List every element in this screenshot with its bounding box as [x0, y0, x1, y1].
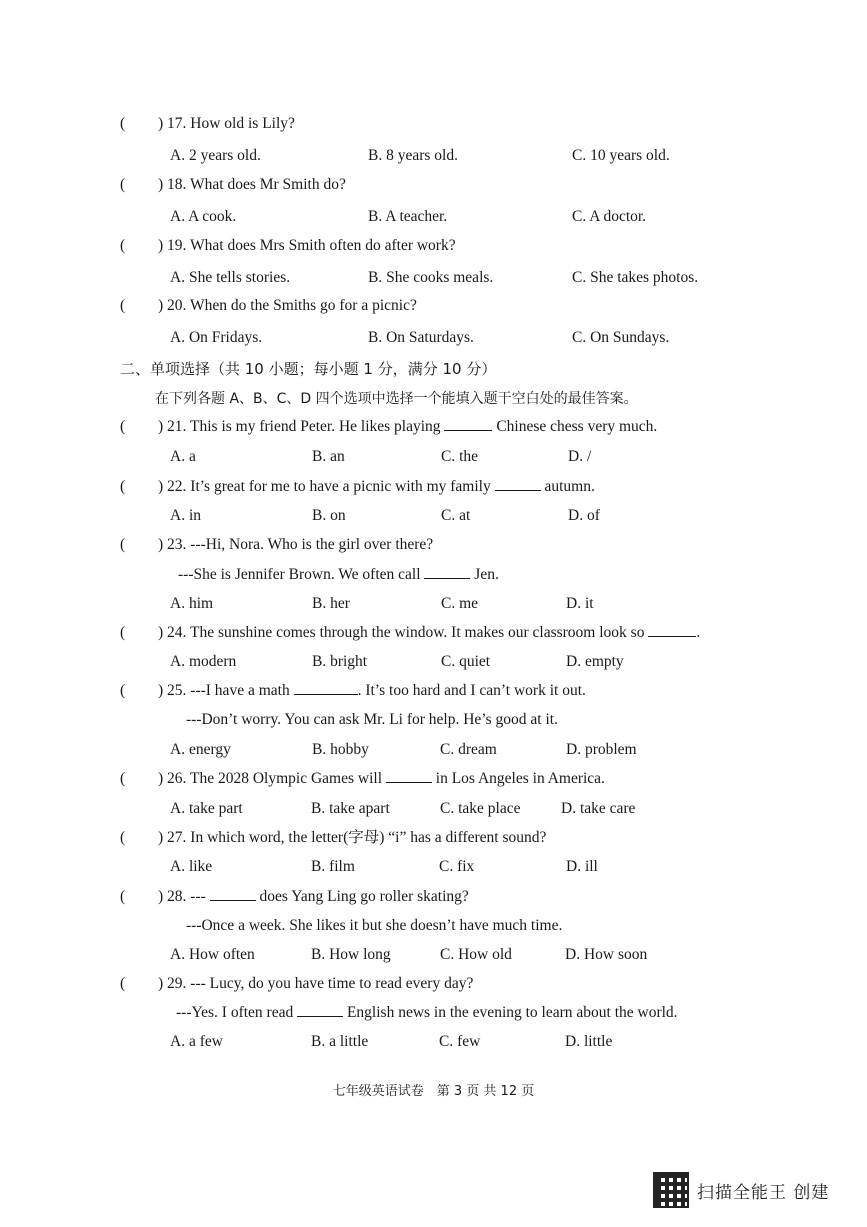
answer-bracket[interactable]: (	[120, 297, 126, 314]
option-d[interactable]: D. /	[568, 448, 592, 465]
stem-part: in Los Angeles in America.	[431, 770, 605, 787]
option-a[interactable]: A. him	[170, 595, 214, 612]
fill-blank	[444, 417, 492, 431]
option-a[interactable]: A. 2 years old.	[170, 147, 261, 164]
stem-part: ) 21. This is my friend Peter. He likes playing	[158, 418, 445, 435]
question-stem: ) 20. When do the Smiths go for a picnic?	[158, 297, 417, 314]
question-stem: ) 23. ---Hi, Nora. Who is the girl over there?	[158, 536, 434, 553]
fill-blank	[294, 681, 358, 695]
answer-bracket[interactable]: (	[120, 829, 126, 846]
stem-part: ) 26. The 2028 Olympic Games will	[158, 770, 386, 787]
option-d[interactable]: D. little	[565, 1033, 613, 1050]
option-a[interactable]: A. a	[170, 448, 196, 465]
answer-bracket[interactable]: (	[120, 115, 126, 132]
answer-bracket[interactable]: (	[120, 975, 126, 992]
option-c[interactable]: C. She takes photos.	[572, 269, 699, 286]
option-b[interactable]: B. bright	[312, 653, 368, 670]
stem-part: autumn.	[540, 478, 595, 495]
option-c[interactable]: C. take place	[440, 800, 521, 817]
answer-bracket[interactable]: (	[120, 418, 126, 435]
answer-bracket[interactable]: (	[120, 478, 126, 495]
question-stem	[158, 623, 700, 643]
section-heading: 二、单项选择（共 10 小题；每小题 1 分，满分 10 分）	[120, 360, 497, 378]
option-d[interactable]: D. of	[568, 507, 600, 524]
option-d[interactable]: D. it	[566, 595, 594, 612]
option-d[interactable]: D. ill	[566, 858, 598, 875]
stem-part: does Yang Ling go roller skating?	[255, 888, 469, 905]
reply-part: English news in the evening to learn about the world.	[343, 1004, 678, 1021]
option-d[interactable]: D. empty	[566, 653, 624, 670]
option-b[interactable]: B. How long	[311, 946, 391, 963]
question-stem	[158, 477, 595, 497]
option-b[interactable]: B. film	[311, 858, 355, 875]
option-c[interactable]: C. at	[441, 507, 471, 524]
question-stem: ) 27. In which word, the letter(字母) “i” has a different sound?	[158, 829, 547, 846]
dialogue-reply	[176, 1003, 678, 1023]
option-c[interactable]: C. 10 years old.	[572, 147, 670, 164]
option-c[interactable]: C. A doctor.	[572, 208, 647, 225]
option-c[interactable]: C. the	[441, 448, 479, 465]
option-b[interactable]: B. her	[312, 595, 350, 612]
section-instruction: 在下列各题 A、B、C、D 四个选项中选择一个能填入题干空白处的最佳答案。	[155, 391, 638, 407]
stem-part: .	[696, 624, 701, 641]
fill-blank	[648, 623, 696, 637]
stem-part: ) 22. It’s great for me to have a picnic with my family	[158, 478, 495, 495]
stem-part: Chinese chess very much.	[492, 418, 658, 435]
watermark-text: 扫描全能王 创建	[697, 1182, 830, 1203]
fill-blank	[386, 769, 432, 783]
option-b[interactable]: B. She cooks meals.	[368, 269, 494, 286]
scanner-watermark	[653, 1172, 829, 1208]
option-a[interactable]: A. take part	[170, 800, 243, 817]
option-a[interactable]: A. How often	[170, 946, 255, 963]
option-b[interactable]: B. an	[312, 448, 345, 465]
option-b[interactable]: B. 8 years old.	[368, 147, 458, 164]
qr-code-icon	[653, 1172, 689, 1208]
question-stem	[158, 681, 586, 701]
option-a[interactable]: A. She tells stories.	[170, 269, 291, 286]
option-c[interactable]: C. On Sundays.	[572, 329, 670, 346]
option-d[interactable]: D. How soon	[565, 946, 648, 963]
question-stem	[158, 417, 657, 437]
answer-bracket[interactable]: (	[120, 536, 126, 553]
option-a[interactable]: A. On Fridays.	[170, 329, 263, 346]
page-footer: 七年级英语试卷 第 3 页 共 12 页	[332, 1084, 535, 1099]
option-b[interactable]: B. on	[312, 507, 346, 524]
fill-blank	[297, 1003, 343, 1017]
question-stem: ) 18. What does Mr Smith do?	[158, 176, 346, 193]
answer-bracket[interactable]: (	[120, 624, 126, 641]
question-stem: ) 19. What does Mrs Smith often do after work?	[158, 237, 456, 254]
dialogue-reply: ---Don’t worry. You can ask Mr. Li for help. He’s good at it.	[186, 711, 558, 728]
option-a[interactable]: A. A cook.	[170, 208, 237, 225]
dialogue-reply: ---Once a week. She likes it but she doesn’t have much time.	[186, 917, 563, 934]
option-c[interactable]: C. me	[441, 595, 479, 612]
reply-part: Jen.	[470, 566, 499, 583]
fill-blank	[210, 887, 256, 901]
answer-bracket[interactable]: (	[120, 237, 126, 254]
fill-blank	[424, 565, 470, 579]
option-a[interactable]: A. like	[170, 858, 213, 875]
option-b[interactable]: B. A teacher.	[368, 208, 448, 225]
fill-blank	[495, 477, 541, 491]
reply-part: ---She is Jennifer Brown. We often call	[178, 566, 425, 583]
stem-part: . It’s too hard and I can’t work it out.	[357, 682, 586, 699]
question-stem: ) 17. How old is Lily?	[158, 115, 295, 132]
stem-part: ) 25. ---I have a math	[158, 682, 294, 699]
option-b[interactable]: B. hobby	[312, 741, 369, 758]
stem-part: ) 28. ---	[158, 888, 210, 905]
option-b[interactable]: B. a little	[311, 1033, 369, 1050]
option-a[interactable]: A. in	[170, 507, 201, 524]
option-c[interactable]: C. fix	[439, 858, 475, 875]
question-stem	[158, 769, 605, 789]
option-d[interactable]: D. take care	[561, 800, 636, 817]
option-a[interactable]: A. energy	[170, 741, 231, 758]
option-c[interactable]: C. quiet	[441, 653, 491, 670]
option-a[interactable]: A. modern	[170, 653, 237, 670]
question-stem: ) 29. --- Lucy, do you have time to read every day?	[158, 975, 474, 992]
option-d[interactable]: D. problem	[566, 741, 637, 758]
reply-part: ---Yes. I often read	[176, 1004, 298, 1021]
answer-bracket[interactable]: (	[120, 888, 126, 905]
dialogue-reply	[178, 565, 499, 585]
option-c[interactable]: C. dream	[440, 741, 497, 758]
answer-bracket[interactable]: (	[120, 770, 126, 787]
option-c[interactable]: C. few	[439, 1033, 481, 1050]
option-c[interactable]: C. How old	[440, 946, 512, 963]
option-b[interactable]: B. take apart	[311, 800, 390, 817]
answer-bracket[interactable]: (	[120, 176, 126, 193]
stem-part: ) 24. The sunshine comes through the window. It makes our classroom look so	[158, 624, 649, 641]
option-a[interactable]: A. a few	[170, 1033, 223, 1050]
option-b[interactable]: B. On Saturdays.	[368, 329, 474, 346]
answer-bracket[interactable]: (	[120, 682, 126, 699]
question-stem	[158, 887, 469, 907]
